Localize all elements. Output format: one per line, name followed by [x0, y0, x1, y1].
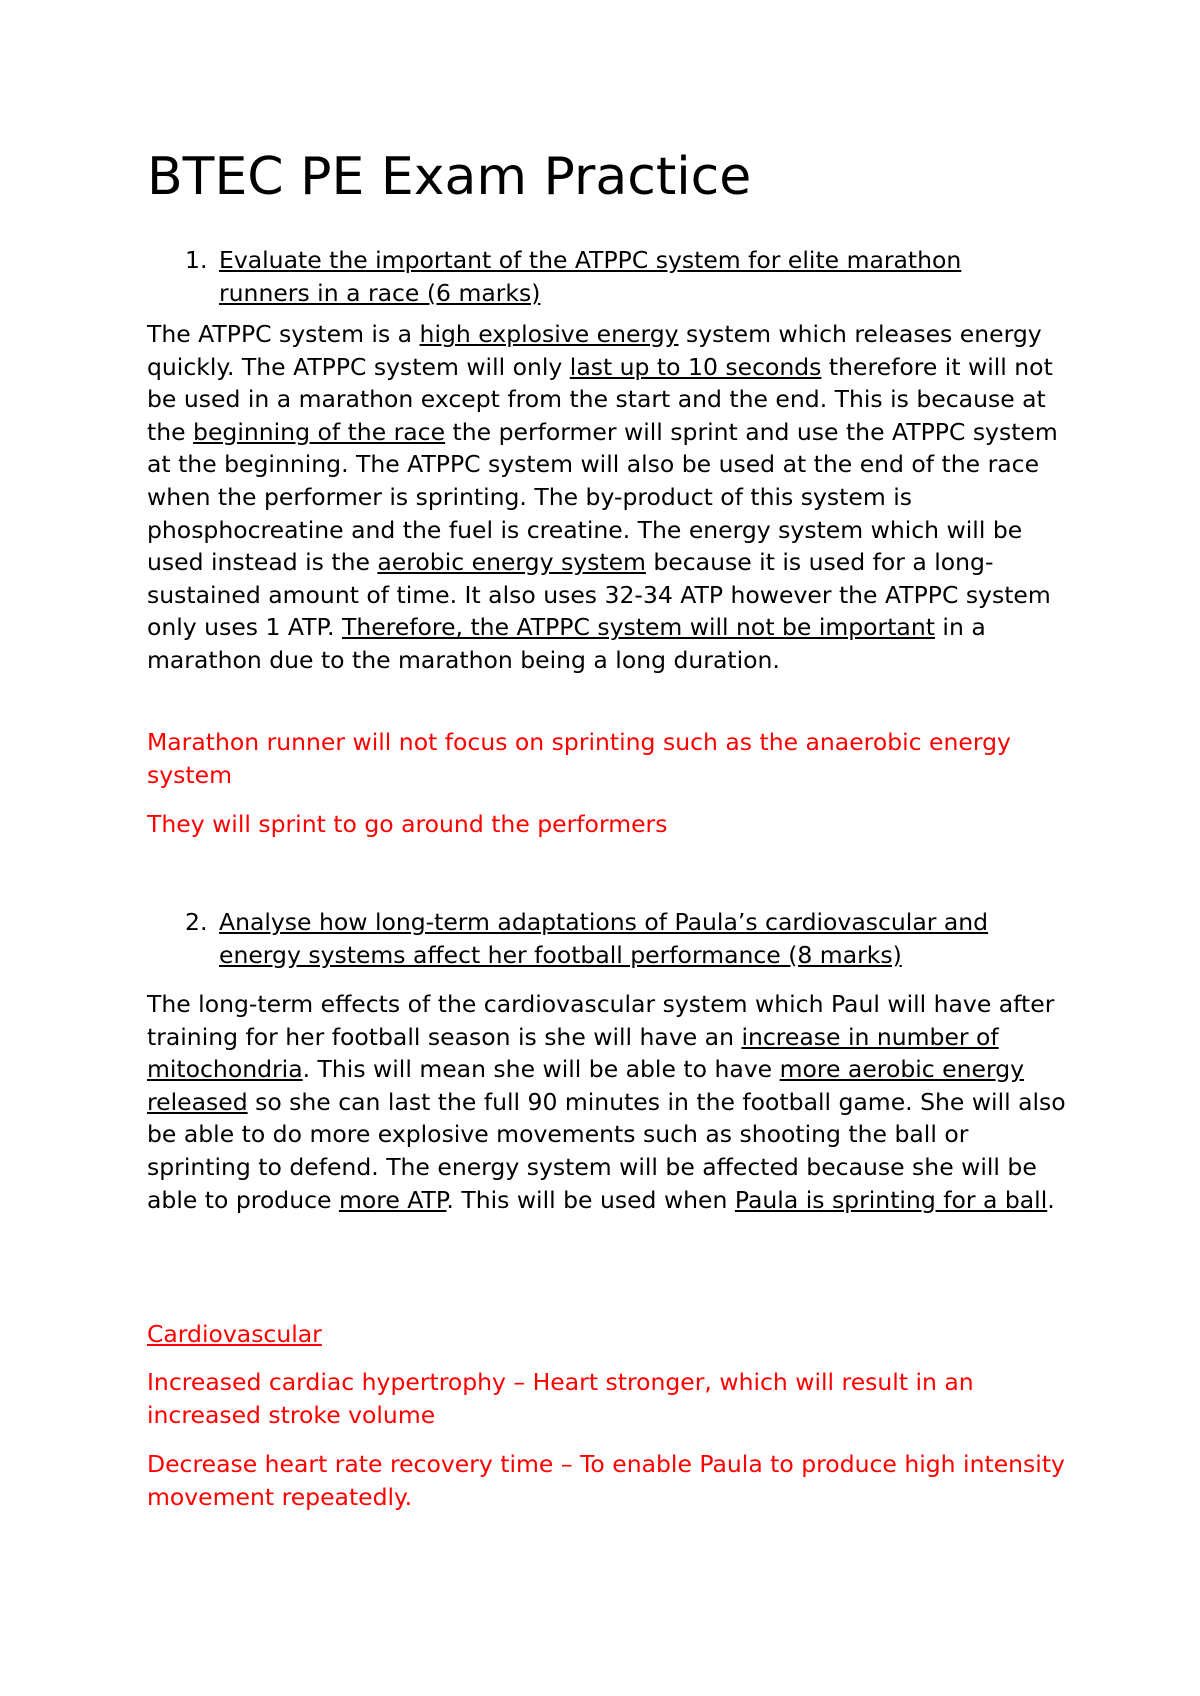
document-title: BTEC PE Exam Practice	[147, 147, 752, 207]
answer-2	[147, 988, 1077, 1216]
answer-underlined-phrase: more ATP	[338, 1185, 447, 1214]
feedback-2b: Decrease heart rate recovery time – To enable Paula to produce high intensity movement repeatedly.	[147, 1450, 1065, 1511]
feedback-heading-cardiovascular: Cardiovascular	[147, 1320, 322, 1348]
answer-underlined-phrase: last up to 10 seconds	[569, 352, 822, 381]
answer-text: so she can last the full 90 minutes in the football game. She will also be able to do more explosive movements such as shooting the ball or sprinting to defend. The energy system will be affected because she will be able to produce	[147, 1087, 1066, 1214]
question-text: Analyse how long-term adaptations of Paula’s cardiovascular and energy systems affect her football performance (8 marks)	[219, 908, 989, 969]
answer-text: therefore it will not be used in a marathon except from the start and the end. This is because at the	[147, 352, 1053, 446]
answer-text: the performer will sprint and use the ATPPC system at the beginning. The ATPPC system will also be used at the end of the race when the performer is sprinting. The by-product of this system is phosphocreatine and the fuel is creatine. The energy system which will be used instead is the	[147, 417, 1058, 577]
feedback-2a: Increased cardiac hypertrophy – Heart stronger, which will result in an increased stroke volume	[147, 1368, 974, 1429]
feedback-1b: They will sprint to go around the performers	[147, 810, 668, 838]
answer-underlined-phrase: Paula is sprinting for a ball	[734, 1185, 1048, 1214]
question-number: 2.	[185, 908, 208, 936]
answer-text: . This will be used when	[446, 1185, 735, 1214]
answer-underlined-phrase: aerobic energy system	[377, 548, 646, 577]
question-number: 1.	[185, 246, 208, 274]
answer-text: system which releases energy quickly. The ATPPC system will only	[147, 320, 1042, 381]
answer-underlined-phrase: beginning of the race	[193, 417, 446, 446]
answer-text: . This will mean she will be able to have	[302, 1055, 780, 1084]
answer-1	[147, 318, 1077, 677]
answer-text: The long-term effects of the cardiovascular system which Paul will have after training for her football season is she will have an	[147, 990, 1055, 1051]
question-text: Evaluate the important of the ATPPC system for elite marathon runners in a race (6 marks)	[219, 246, 962, 307]
answer-text: .	[1047, 1185, 1055, 1214]
answer-underlined-phrase: Therefore, the ATPPC system will not be important	[341, 613, 935, 642]
answer-underlined-phrase: high explosive energy	[419, 320, 679, 348]
answer-text: The ATPPC system is a	[147, 320, 420, 348]
answer-text: because it is used for a long-sustained amount of time. It also uses 32-34 ATP however the ATPPC system only uses 1 ATP.	[147, 548, 1051, 642]
feedback-1a: Marathon runner will not focus on sprinting such as the anaerobic energy system	[147, 728, 1011, 789]
answer-underlined-phrase: more aerobic energy released	[147, 1055, 1025, 1116]
answer-text: in a marathon due to the marathon being a long duration.	[147, 613, 986, 674]
answer-underlined-phrase: increase in number of mitochondria	[147, 1022, 999, 1084]
